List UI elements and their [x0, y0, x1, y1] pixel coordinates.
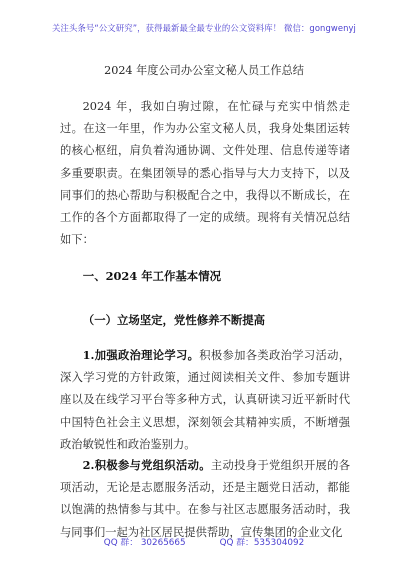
- item-1-lead: 1.加强政治理论学习。: [82, 348, 200, 362]
- footer-qq-group-2: QQ 群：535304092: [219, 538, 305, 548]
- item-1-paragraph: [60, 344, 350, 456]
- section-heading-1: 一、2024 年工作基本情况: [82, 269, 221, 283]
- document-title: 2024 年度公司办公室文秘人员工作总结: [104, 64, 304, 77]
- footer-qq-group-1: QQ 群： 30265665: [103, 538, 186, 548]
- item-2-paragraph: [60, 454, 350, 544]
- intro-paragraph: 2024 年，我如白驹过隙，在忙碌与充实中悄然走过。在这一年里，作为办公室文秘人员，我身处集团运转的核心枢纽，肩负着沟通协调、文件处理、信息传递等诸多重要职责。在集团领导的悉心指导与大力支持下，以及同事们的热心帮助与积极配合之中，我得以不断成长，在工作的各个方面都取得了一定的成绩。现将有关情况总结如下：: [60, 100, 350, 247]
- item-2-body: 主动投身于党组织开展的各项活动，无论是志愿服务活动，还是主题党日活动，都能以饱满的热情参与其中。在参与社区志愿服务活动时，我与同事们一起为社区居民提供帮助，宣传集团的企业文化: [60, 459, 350, 539]
- promo-header-banner: 关注头条号“公文研究”，获得最新最全最专业的公文资料库！ 微信：gongwenyj: [52, 23, 356, 33]
- item-2-lead: 2.积极参与党组织活动。: [82, 458, 211, 472]
- subsection-heading-1: （一）立场坚定，党性修养不断提高: [82, 313, 266, 327]
- item-1-body: 积极参加各类政治学习活动，深入学习党的方针政策，通过阅读相关文件、参加专题讲座以及在线学习平台等多种方式，认真研读习近平新时代中国特色社会主义思想，深刻领会其精神实质，不断增强政治敏锐性和政治鉴别力。: [60, 349, 350, 451]
- footer-contact: [0, 535, 408, 548]
